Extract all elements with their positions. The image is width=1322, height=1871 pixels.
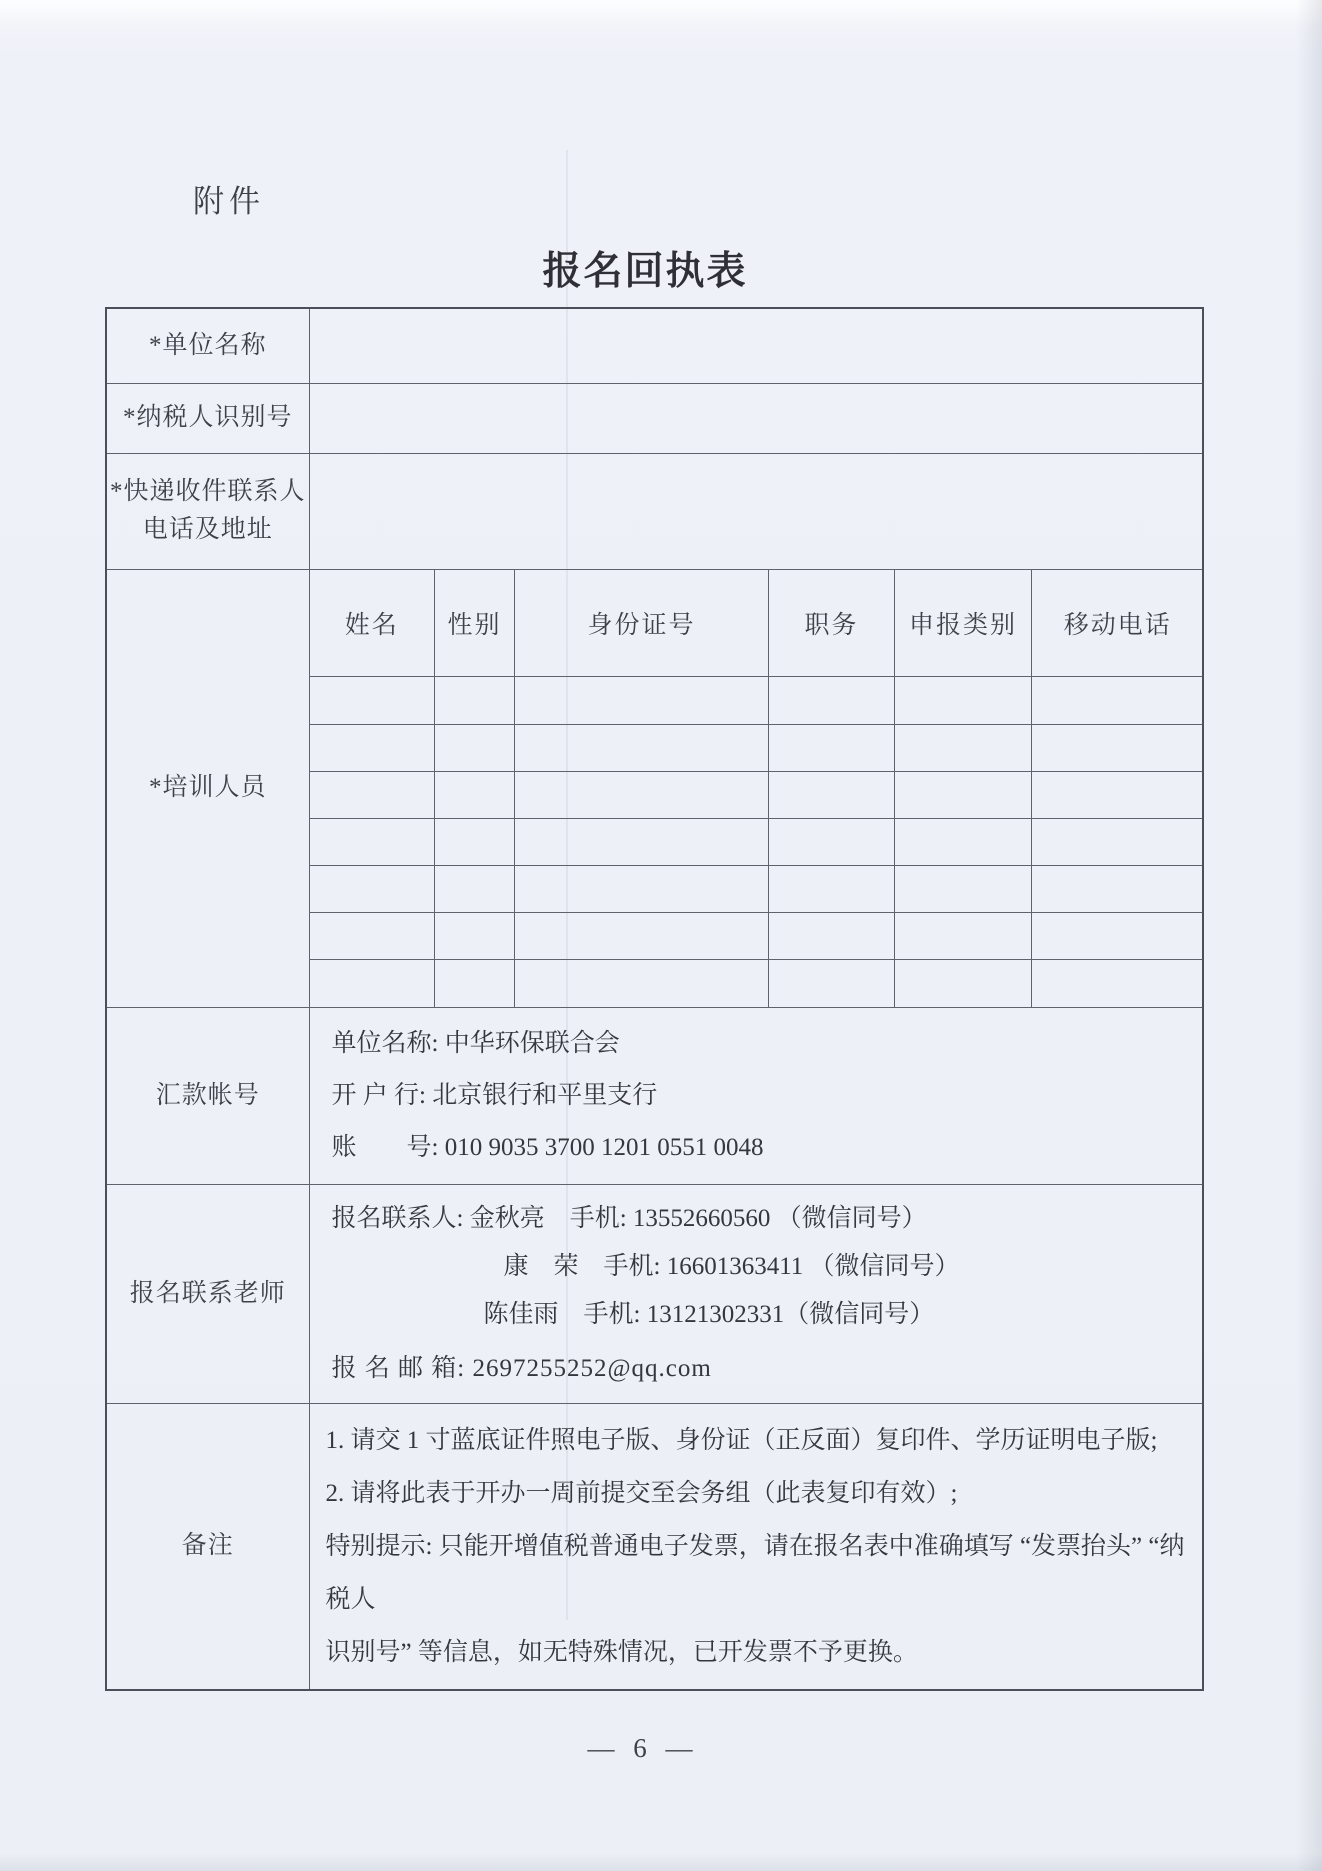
taxpayer-id-label: *纳税人识别号 <box>106 383 309 453</box>
row-unit-name <box>106 308 1203 383</box>
attachment-label: 附件 <box>193 184 265 219</box>
courier-contact-label <box>106 453 309 569</box>
trainee-empty-row <box>310 866 1204 913</box>
contact-teachers-cell <box>309 1184 1203 1403</box>
contact-person-2: 康 荣 手机: 16601363411 （微信同号） <box>503 1252 960 1280</box>
page-title: 报名回执表 <box>542 250 748 293</box>
trainee-cell <box>515 677 769 725</box>
trainee-cell <box>1032 677 1204 725</box>
trainee-cell <box>435 819 515 866</box>
trainee-cell <box>1032 819 1204 866</box>
row-trainees <box>106 569 1203 1007</box>
trainee-cell <box>310 772 435 819</box>
unit-name-label: *单位名称 <box>106 308 309 383</box>
trainees-label: *培训人员 <box>106 569 309 1007</box>
remarks-item-2: 2. 请将此表于开办一周前提交至会务组（此表复印有效）; <box>325 1479 958 1507</box>
trainee-cell <box>435 960 515 1007</box>
trainee-col-header-gender: 性别 <box>435 570 515 677</box>
trainee-cell <box>1032 772 1204 819</box>
remarks-label: 备注 <box>106 1403 309 1690</box>
trainee-cell <box>515 960 769 1007</box>
remittance-account-number: 账 号: 010 9035 3700 1201 0551 0048 <box>331 1133 764 1161</box>
trainee-col-header-id-number: 身份证号 <box>515 570 769 677</box>
trainee-cell <box>515 913 769 960</box>
trainee-cell <box>310 913 435 960</box>
trainee-table <box>310 570 1204 1007</box>
trainee-cell <box>435 772 515 819</box>
trainee-empty-row <box>310 772 1204 819</box>
trainee-cell <box>310 819 435 866</box>
trainee-cell <box>895 960 1032 1007</box>
row-remarks <box>106 1403 1203 1690</box>
trainee-empty-row <box>310 725 1204 772</box>
remarks-cell <box>309 1403 1203 1690</box>
trainee-col-header-position: 职务 <box>769 570 895 677</box>
trainee-empty-row <box>310 960 1204 1007</box>
registration-email: 报 名 邮 箱: 2697255252@qq.com <box>331 1354 712 1382</box>
contact-person-1: 报名联系人: 金秋亮 手机: 13552660560 （微信同号） <box>331 1204 927 1232</box>
trainee-header-row <box>310 570 1204 677</box>
contact-teachers-label: 报名联系老师 <box>106 1184 309 1403</box>
taxpayer-id-value-cell <box>309 383 1203 453</box>
trainee-empty-row <box>310 913 1204 960</box>
trainee-cell <box>515 866 769 913</box>
remittance-bank: 开 户 行: 北京银行和平里支行 <box>331 1081 658 1109</box>
trainee-cell <box>895 725 1032 772</box>
trainee-col-header-category: 申报类别 <box>895 570 1032 677</box>
trainee-col-header-mobile: 移动电话 <box>1032 570 1204 677</box>
trainee-cell <box>895 772 1032 819</box>
trainee-cell <box>769 866 895 913</box>
trainee-cell <box>310 677 435 725</box>
trainee-cell <box>310 725 435 772</box>
contact-person-3: 陈佳雨 手机: 13121302331（微信同号） <box>483 1300 935 1328</box>
trainee-cell <box>515 819 769 866</box>
trainee-cell <box>435 725 515 772</box>
trainee-cell <box>769 677 895 725</box>
trainee-empty-row <box>310 819 1204 866</box>
remittance-label: 汇款帐号 <box>106 1007 309 1184</box>
trainee-cell <box>769 772 895 819</box>
row-courier-contact <box>106 453 1203 569</box>
row-remittance <box>106 1007 1203 1184</box>
trainee-cell <box>435 866 515 913</box>
registration-form-table <box>105 307 1204 1691</box>
trainee-cell <box>769 960 895 1007</box>
remittance-unit-name: 单位名称: 中华环保联合会 <box>331 1029 620 1057</box>
trainee-cell <box>895 677 1032 725</box>
trainee-cell <box>515 772 769 819</box>
trainee-cell <box>769 913 895 960</box>
courier-contact-label-line2: 电话及地址 <box>142 516 273 543</box>
trainee-cell <box>1032 866 1204 913</box>
trainee-col-header-name: 姓名 <box>310 570 435 677</box>
remittance-details-cell <box>309 1007 1203 1184</box>
trainees-subtable-cell <box>309 569 1203 1007</box>
trainee-cell <box>769 725 895 772</box>
unit-name-value-cell <box>309 308 1203 383</box>
trainee-cell <box>1032 960 1204 1007</box>
trainee-cell <box>310 866 435 913</box>
scan-edge-shadow-bottom <box>0 1853 1322 1871</box>
trainee-cell <box>1032 725 1204 772</box>
trainee-cell <box>769 819 895 866</box>
courier-contact-label-line1: *快递收件联系人 <box>109 478 306 505</box>
trainee-cell <box>435 677 515 725</box>
remarks-special-note-line1: 特别提示: 只能开增值税普通电子发票，请在报名表中准确填写 “发票抬头” “纳税人 <box>325 1532 1185 1613</box>
trainee-cell <box>310 960 435 1007</box>
courier-contact-value-cell <box>309 453 1203 569</box>
scan-edge-highlight <box>0 0 1322 26</box>
trainee-cell <box>1032 913 1204 960</box>
trainee-cell <box>435 913 515 960</box>
remarks-special-note-line2: 识别号” 等信息，如无特殊情况，已开发票不予更换。 <box>325 1638 918 1666</box>
trainee-empty-row <box>310 677 1204 725</box>
trainee-cell <box>895 819 1032 866</box>
trainee-cell <box>515 725 769 772</box>
remarks-item-1: 1. 请交 1 寸蓝底证件照电子版、身份证（正反面）复印件、学历证明电子版; <box>325 1426 1158 1454</box>
footer-page-number: — 6 — <box>587 1733 699 1763</box>
row-taxpayer-id <box>106 383 1203 453</box>
row-contact-teachers <box>106 1184 1203 1403</box>
trainee-cell <box>895 866 1032 913</box>
trainee-cell <box>895 913 1032 960</box>
